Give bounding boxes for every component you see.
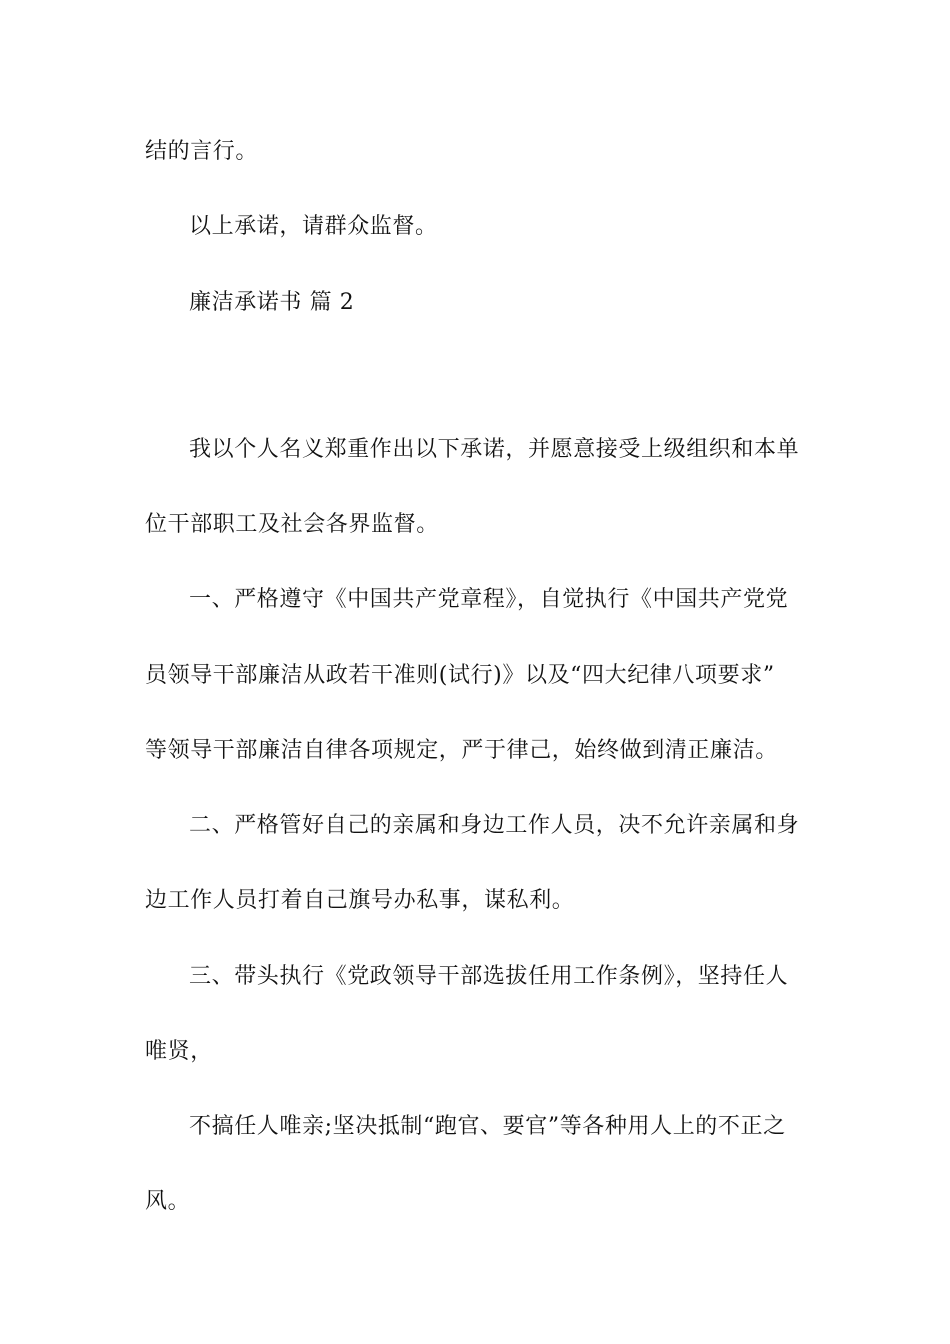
text-line: 位干部职工及社会各界监督。 — [145, 512, 439, 537]
text-line: 边工作人员打着自己旗号办私事，谋私利。 — [145, 888, 575, 913]
text-line: 等领导干部廉洁自律各项规定，严于律己，始终做到清正廉洁。 — [145, 738, 778, 763]
text-line: 风。 — [145, 1189, 191, 1214]
text-line: 三、带头执行《党政领导干部选拔任用工作条例》，坚持任人 — [189, 964, 789, 989]
text-line: 我以个人名义郑重作出以下承诺，并愿意接受上级组织和本单 — [189, 437, 800, 462]
section-heading: 廉洁承诺书 篇 2 — [189, 290, 355, 315]
text-line: 结的言行。 — [145, 139, 259, 164]
text-line: 二、严格管好自己的亲属和身边工作人员，决不允许亲属和身 — [189, 813, 800, 838]
text-line: 唯贤， — [145, 1039, 213, 1064]
text-line: 以上承诺，请群众监督。 — [189, 214, 438, 239]
text-line: 员领导干部廉洁从政若干准则(试行)》以及“四大纪律八项要求” — [145, 663, 775, 688]
text-line: 一、严格遵守《中国共产党章程》，自觉执行《中国共产党党 — [189, 587, 789, 612]
text-line: 不搞任人唯亲;坚决抵制“跑官、要官”等各种用人上的不正之 — [189, 1114, 786, 1139]
